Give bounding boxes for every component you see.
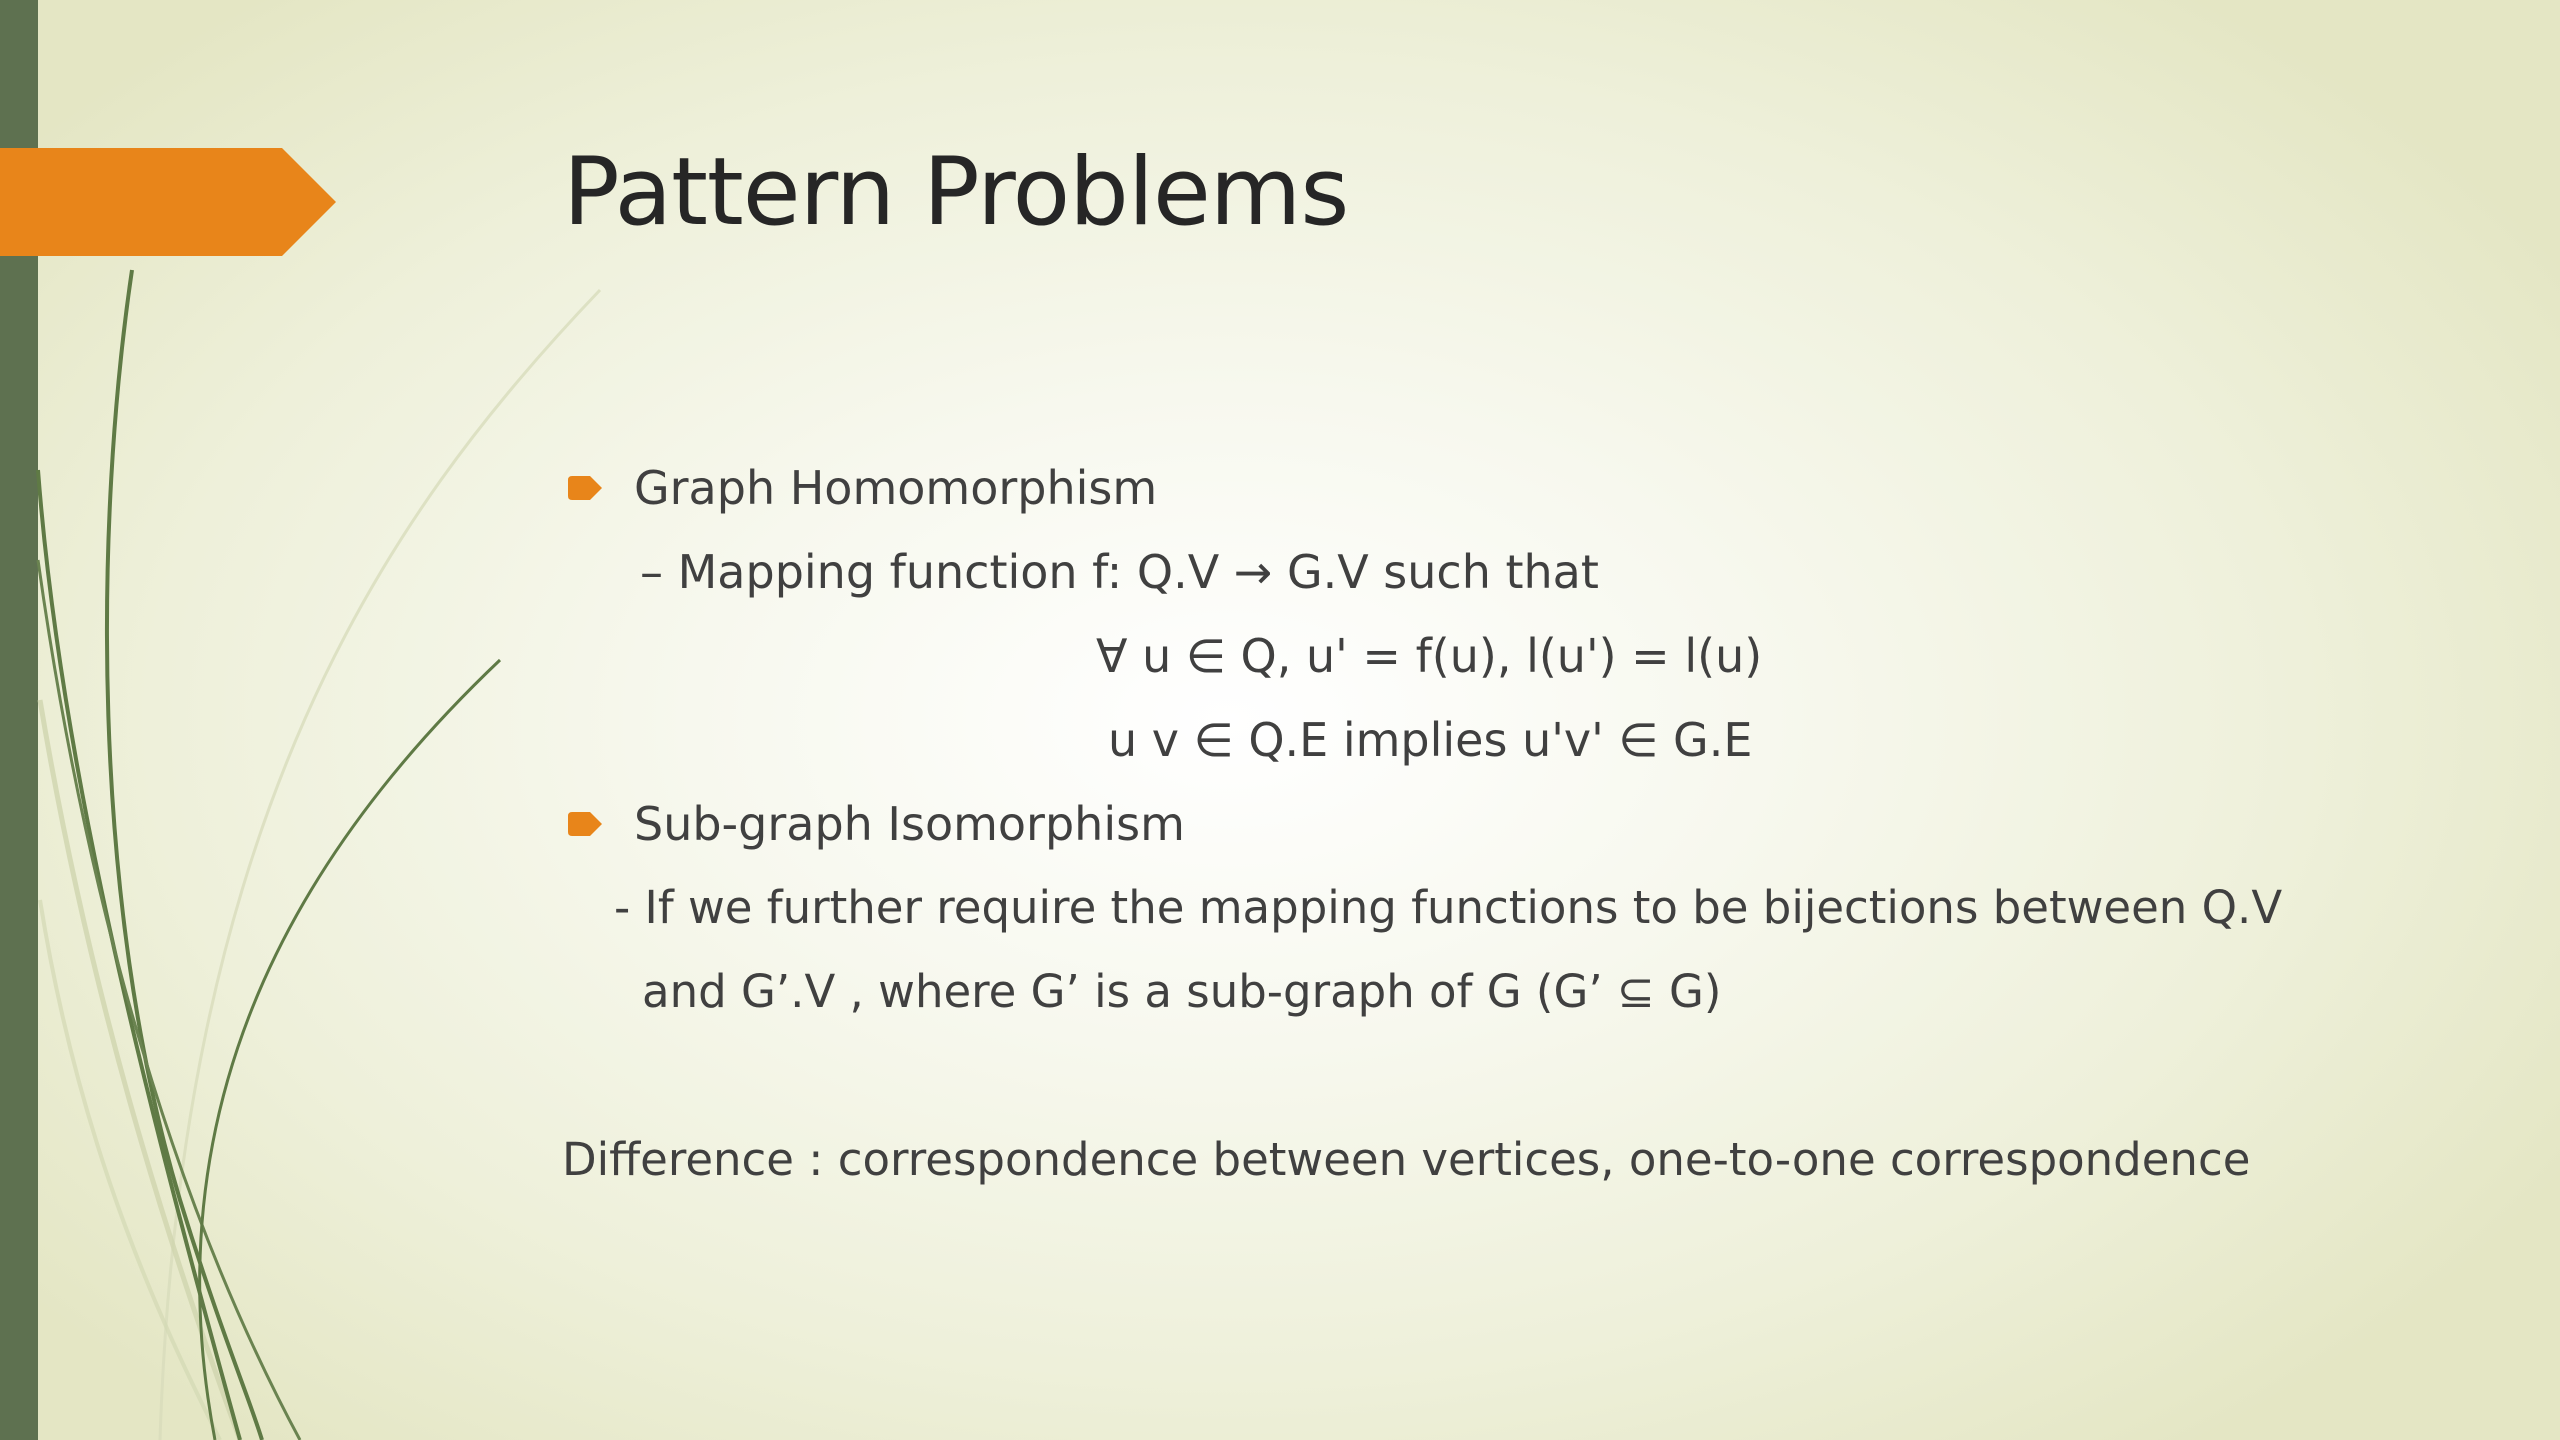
difference-note: Difference : correspondence between vertices, one-to-one correspondence xyxy=(562,1133,2251,1186)
title-arrow-shape xyxy=(0,148,336,256)
isomorphism-line-1: - If we further require the mapping functions to be bijections between Q.V xyxy=(614,881,2283,934)
bullet-subgraph-isomorphism: Sub-graph Isomorphism xyxy=(634,797,1185,851)
arrow-bullet-icon xyxy=(564,476,602,500)
homomorphism-mapping-line: – Mapping function f: Q.V → G.V such that xyxy=(640,545,1599,599)
bullet-graph-homomorphism: Graph Homomorphism xyxy=(634,461,1158,515)
slide-title: Pattern Problems xyxy=(563,138,1349,247)
isomorphism-line-2: and G’.V , where G’ is a sub-graph of G (G’ ⊆ G) xyxy=(642,965,1722,1018)
formula-edge-preservation: u v ∈ Q.E implies u'v' ∈ G.E xyxy=(1108,713,1753,767)
arrow-bullet-icon xyxy=(564,812,602,836)
formula-label-preservation: ∀ u ∈ Q, u' = f(u), l(u') = l(u) xyxy=(1096,629,1763,683)
